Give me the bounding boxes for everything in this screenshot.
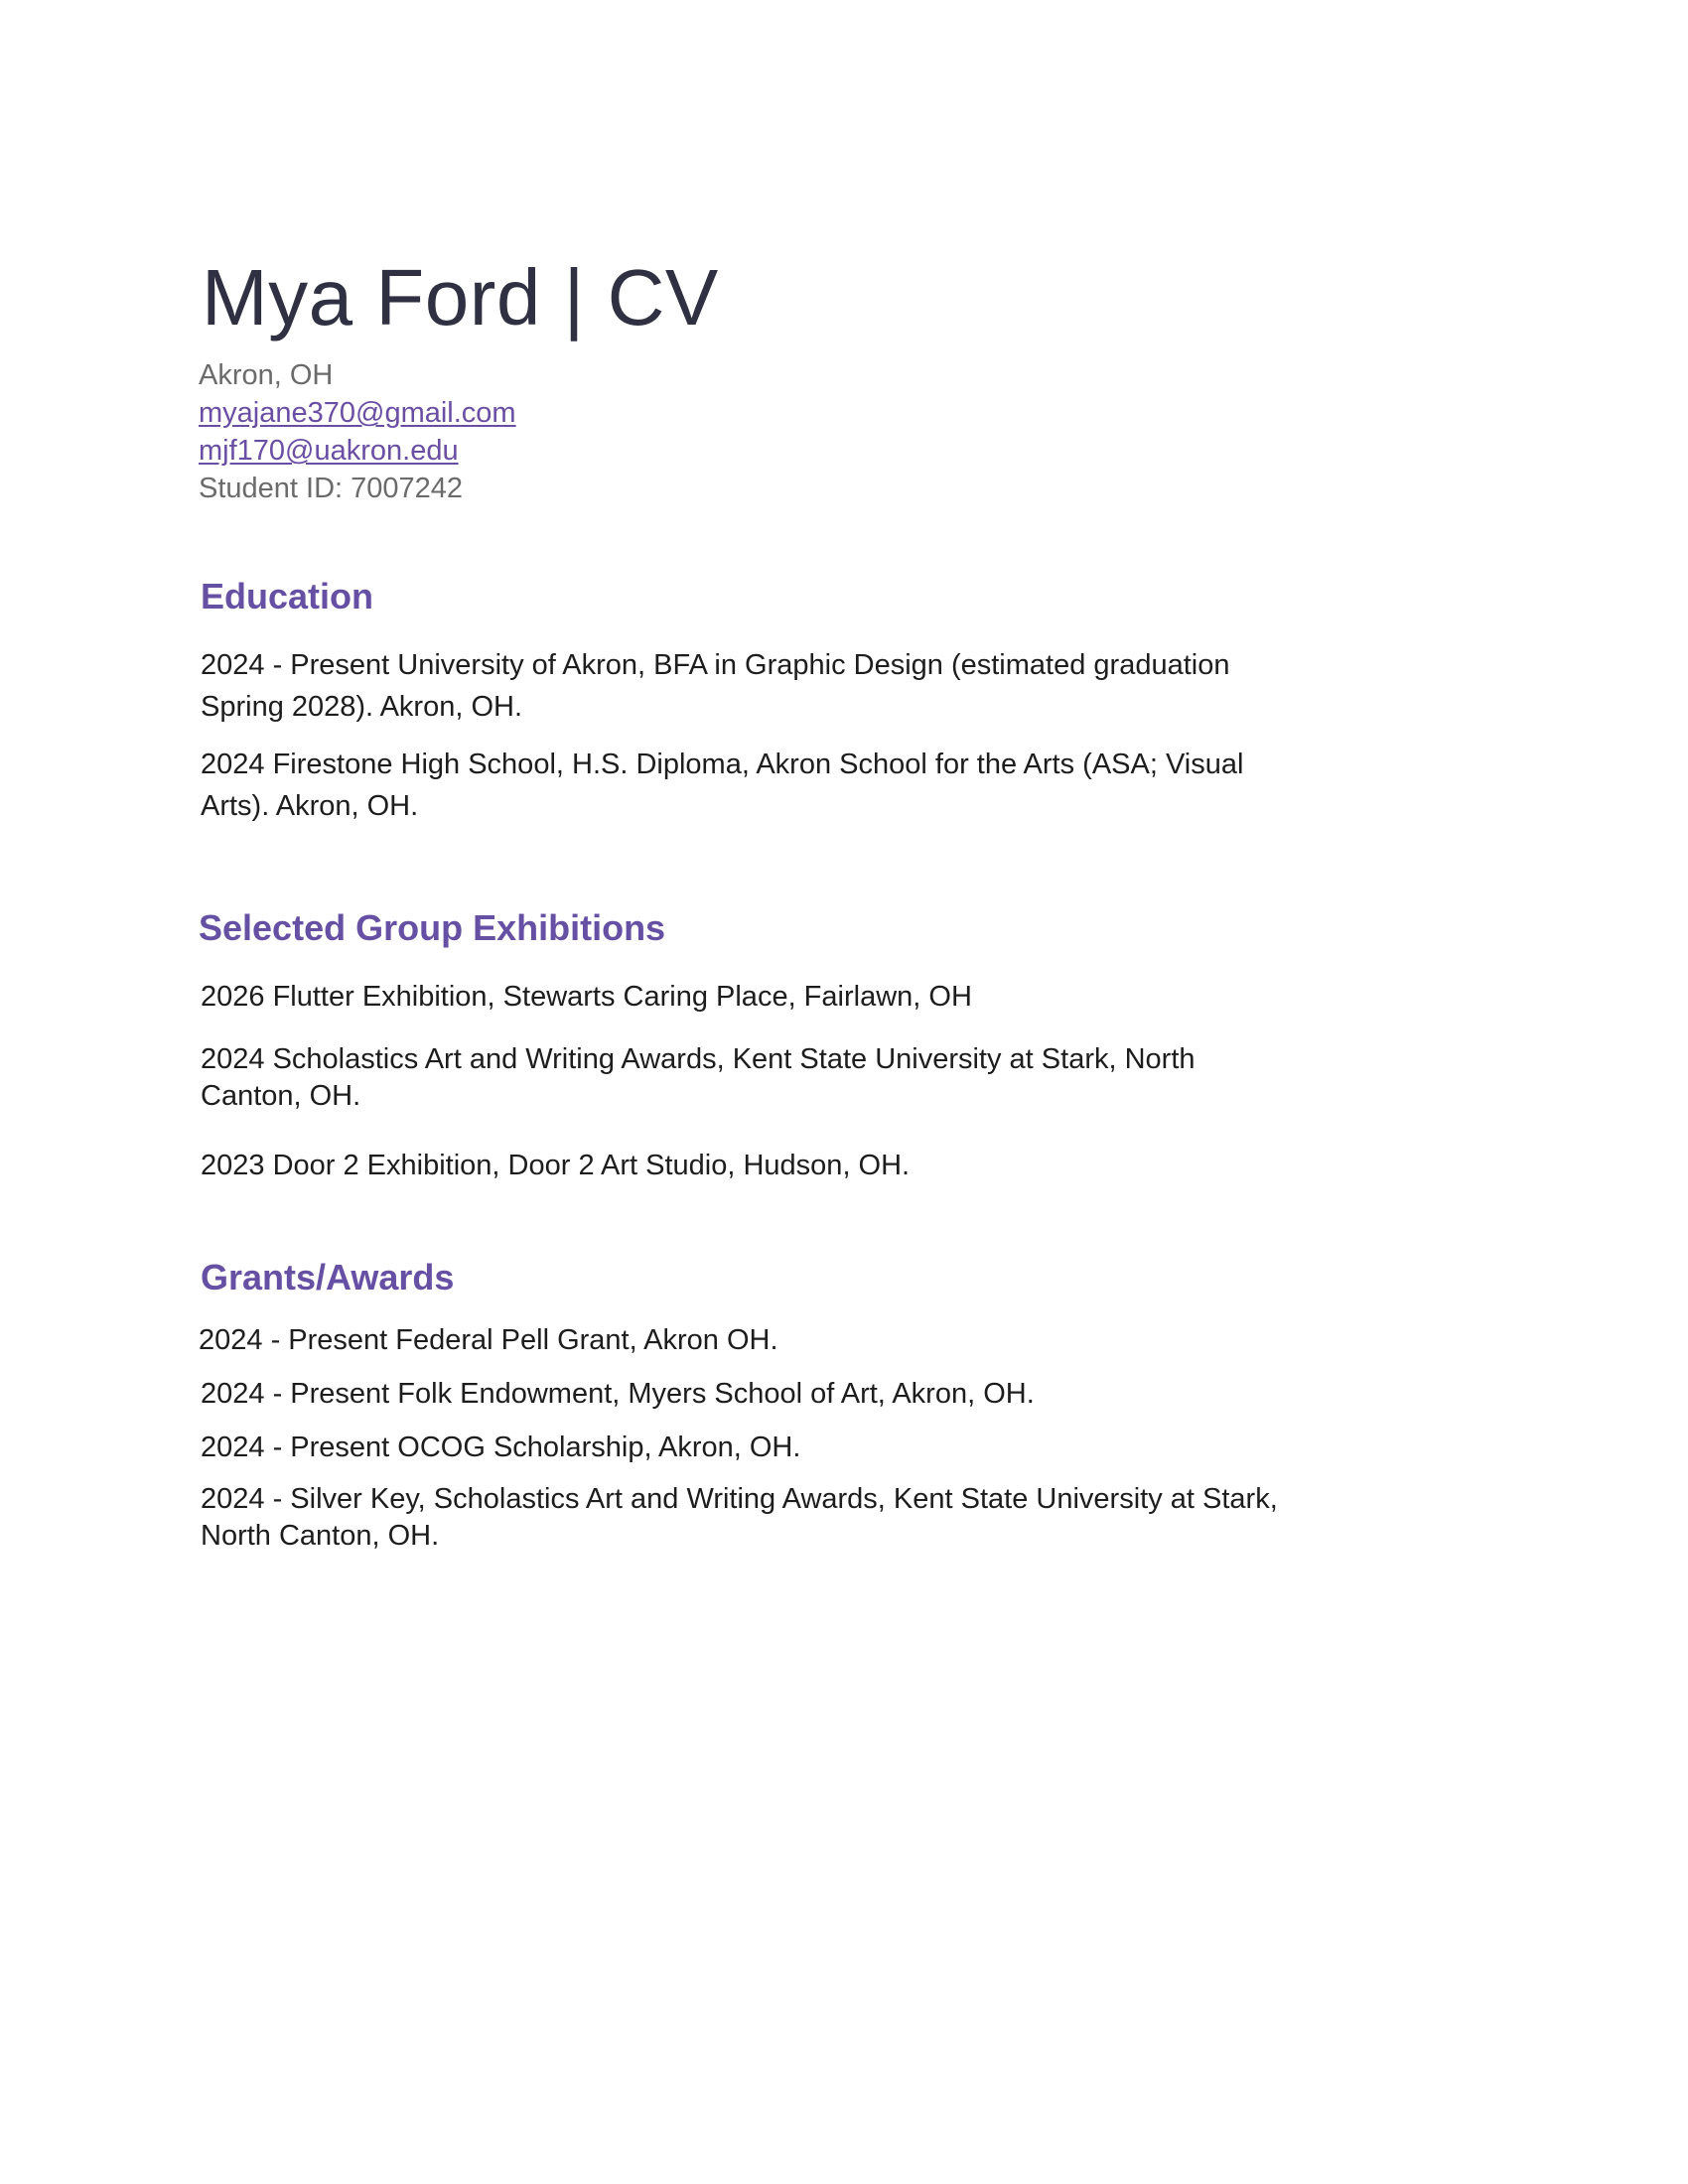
education-heading: Education <box>201 576 374 616</box>
page-title: Mya Ford | CV <box>202 253 719 341</box>
award-item: 2024 - Present Federal Pell Grant, Akron OH. <box>199 1324 778 1356</box>
awards-heading: Grants/Awards <box>201 1257 455 1297</box>
award-item: 2024 - Present OCOG Scholarship, Akron, OH. <box>201 1432 801 1463</box>
exhibition-item: 2023 Door 2 Exhibition, Door 2 Art Studio, Hudson, OH. <box>201 1150 911 1181</box>
exhibition-item: 2024 Scholastics Art and Writing Awards, Kent State University at Stark, North Canton, OH. <box>201 1043 1196 1112</box>
exhibition-item: 2026 Flutter Exhibition, Stewarts Caring Place, Fairlawn, OH <box>201 981 972 1013</box>
location-text: Akron, OH <box>199 359 334 391</box>
email-link-school[interactable]: mjf170@uakron.edu <box>199 435 459 467</box>
contact-block <box>199 356 516 507</box>
exhibitions-heading: Selected Group Exhibitions <box>199 907 666 948</box>
award-item: 2024 - Present Folk Endowment, Myers School of Art, Akron, OH. <box>201 1378 1035 1410</box>
award-item: 2024 - Silver Key, Scholastics Art and Writing Awards, Kent State University at Stark, North Canton, OH. <box>201 1483 1278 1552</box>
education-item: 2024 Firestone High School, H.S. Diploma, Akron School for the Arts (ASA; Visual Arts). Akron, OH. <box>201 749 1244 822</box>
email-link-personal[interactable]: myajane370@gmail.com <box>199 397 516 429</box>
student-id-text: Student ID: 7007242 <box>199 473 464 504</box>
education-item: 2024 - Present University of Akron, BFA in Graphic Design (estimated graduation Spring 2028). Akron, OH. <box>201 649 1230 723</box>
